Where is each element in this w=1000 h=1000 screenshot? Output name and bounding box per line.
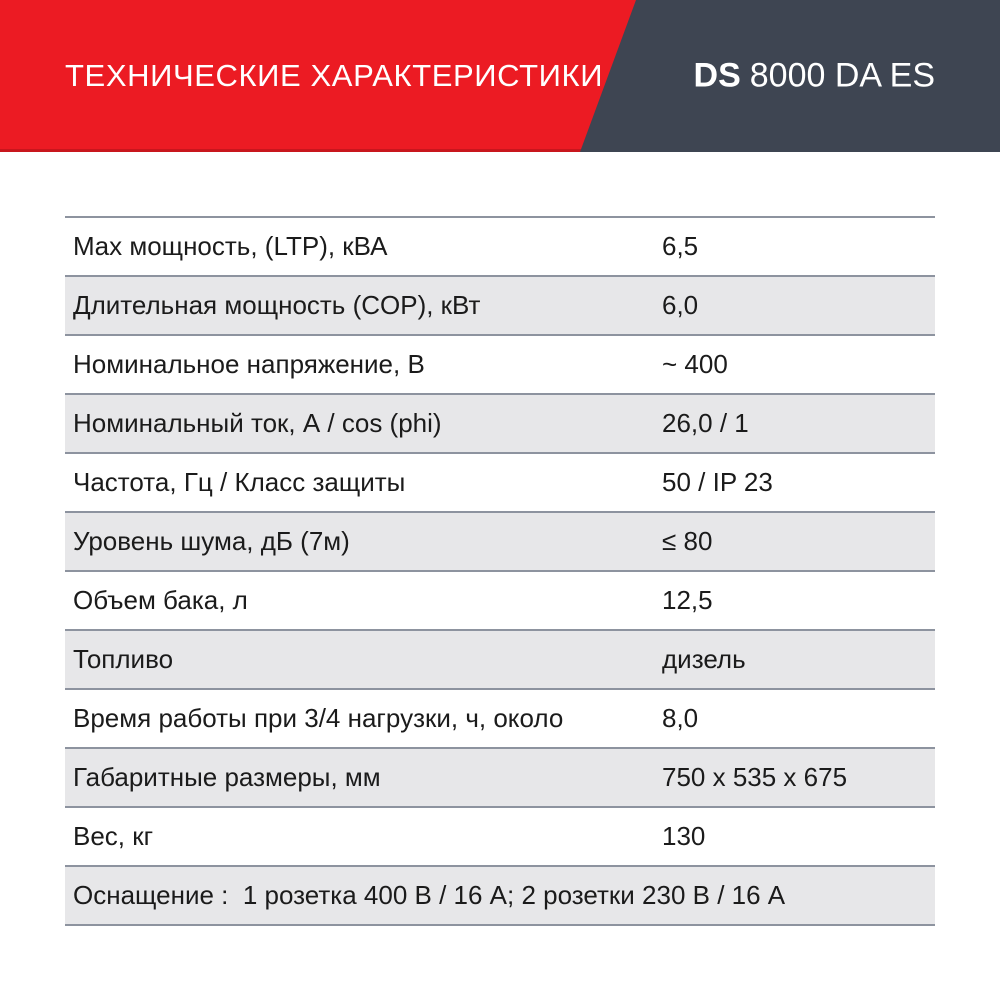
spec-label: Топливо <box>73 644 174 674</box>
spec-row-dimensions <box>65 747 935 806</box>
spec-row-fuel <box>65 629 935 688</box>
spec-label: Max мощность, (LTP), кВА <box>73 231 388 261</box>
spec-row-equipment <box>65 865 935 924</box>
equipment-row-text: Оснащение : 1 розетка 400 В / 16 А; 2 розетки 230 В / 16 А <box>73 880 786 910</box>
spec-value: 8,0 <box>662 703 699 733</box>
spec-value: 12,5 <box>662 585 713 615</box>
spec-value: 750 x 535 x 675 <box>662 762 848 792</box>
specs-table <box>65 216 935 926</box>
spec-label: Объем бака, л <box>73 585 248 615</box>
spec-value: 130 <box>662 821 706 851</box>
spec-label: Номинальное напряжение, В <box>73 349 425 379</box>
model-name-bold: DS <box>693 56 741 95</box>
spec-value: ~ 400 <box>662 349 728 379</box>
spec-label: Частота, Гц / Класс защиты <box>73 467 406 497</box>
spec-value: 6,5 <box>662 231 699 261</box>
spec-row-noise-level <box>65 511 935 570</box>
spec-row-tank-volume <box>65 570 935 629</box>
spec-row-nominal-current <box>65 393 935 452</box>
spec-value: дизель <box>662 644 746 674</box>
header-banner <box>0 0 1000 152</box>
spec-row-runtime <box>65 688 935 747</box>
spec-label: Габаритные размеры, мм <box>73 762 381 792</box>
model-name-rest: 8000 DA ES <box>749 56 935 95</box>
spec-label: Длительная мощность (COP), кВт <box>73 290 481 320</box>
spec-row-frequency-protection <box>65 452 935 511</box>
spec-label: Уровень шума, дБ (7м) <box>73 526 350 556</box>
spec-label: Вес, кг <box>73 821 154 851</box>
spec-value: 6,0 <box>662 290 699 320</box>
section-title: ТЕХНИЧЕСКИЕ ХАРАКТЕРИСТИКИ <box>65 58 604 93</box>
spec-row-nominal-voltage <box>65 334 935 393</box>
spec-value: ≤ 80 <box>662 526 713 556</box>
spec-label: Номинальный ток, А / cos (phi) <box>73 408 442 438</box>
spec-row-max-power <box>65 216 935 275</box>
spec-row-continuous-power <box>65 275 935 334</box>
spec-value: 26,0 / 1 <box>662 408 749 438</box>
spec-label: Время работы при 3/4 нагрузки, ч, около <box>73 703 564 733</box>
spec-row-weight <box>65 806 935 865</box>
spec-value: 50 / IP 23 <box>662 467 773 497</box>
model-name <box>694 57 935 96</box>
